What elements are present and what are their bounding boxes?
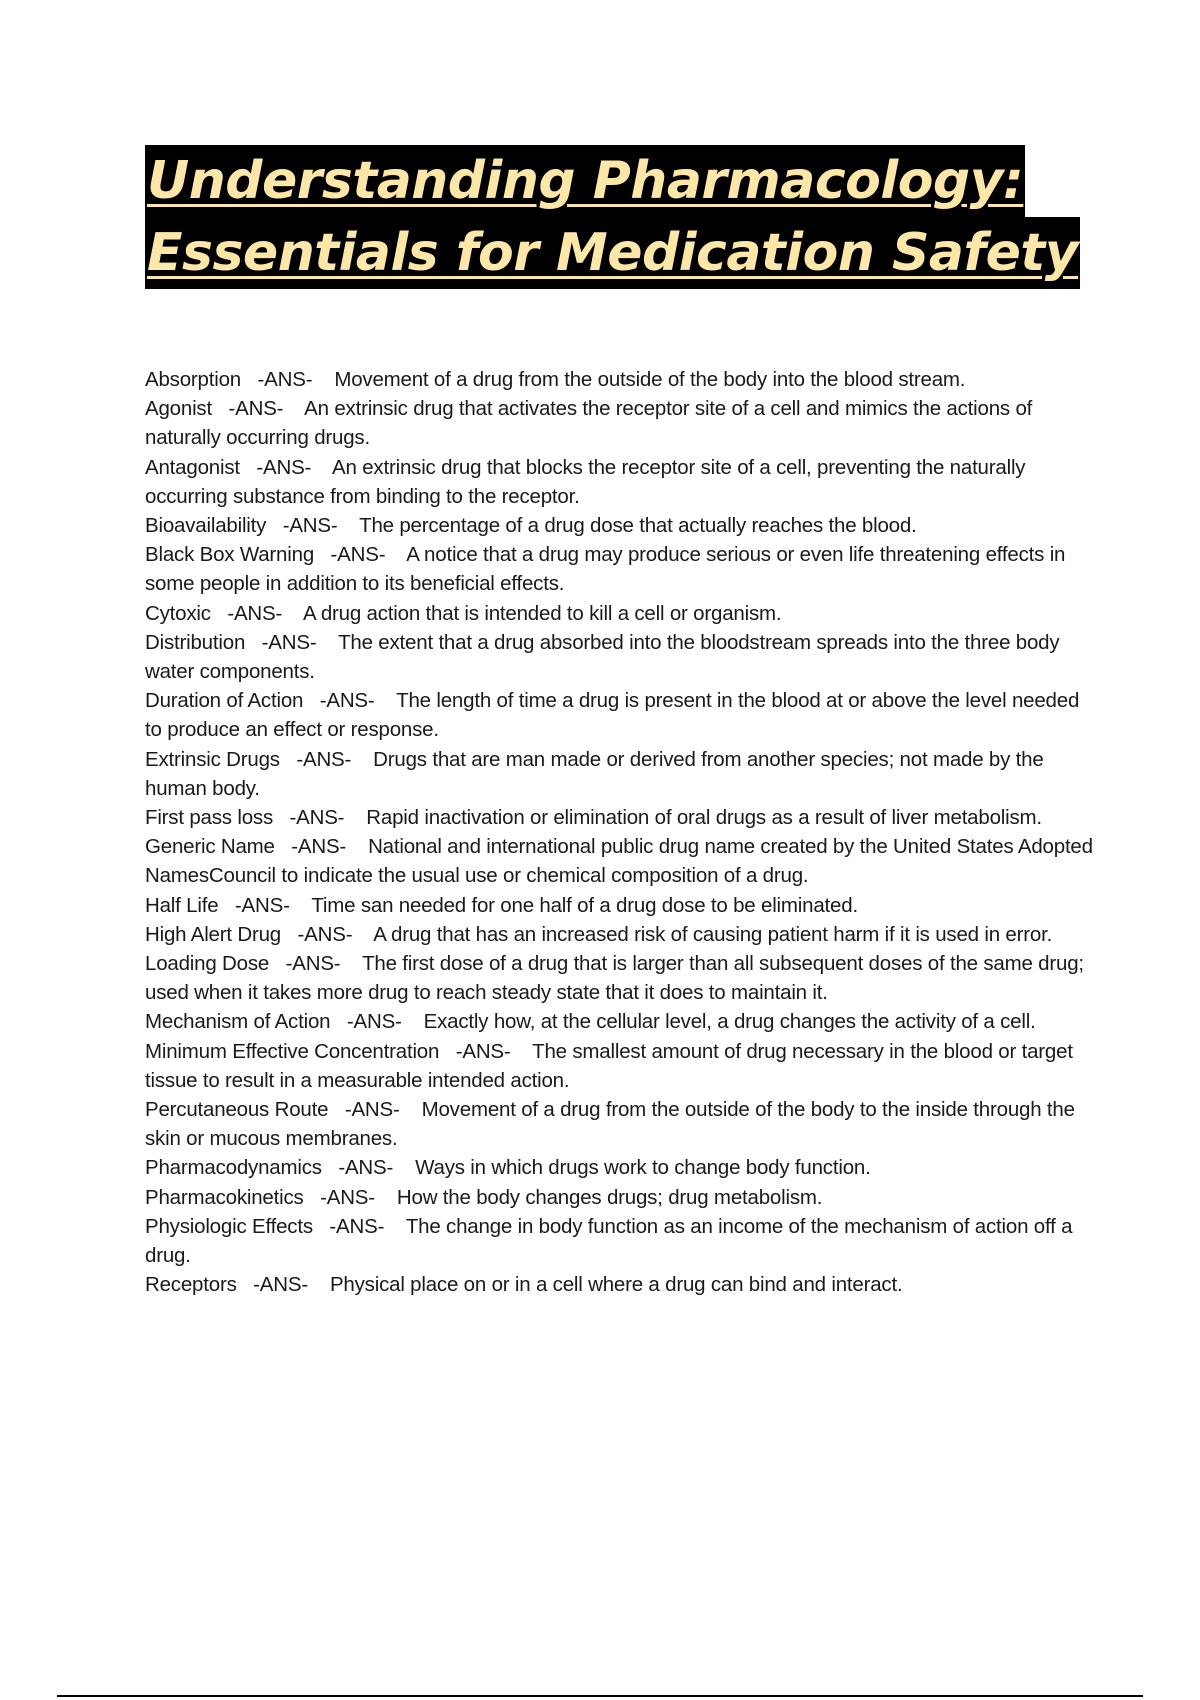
glossary-definition: The change in body function as an income of the mechanism of action off a drug.: [145, 1214, 1073, 1268]
answer-separator: -ANS-: [228, 397, 284, 421]
glossary-definition: Exactly how, at the cellular level, a drug changes the activity of a cell.: [423, 1010, 1036, 1034]
glossary-definition: How the body changes drugs; drug metabolism.: [396, 1185, 823, 1209]
glossary-term: Agonist: [145, 397, 212, 421]
glossary-term: Duration of Action: [145, 689, 304, 713]
glossary-entry: [145, 832, 1095, 890]
answer-separator: -ANS-: [289, 806, 345, 830]
glossary-term: Cytoxic: [145, 601, 211, 625]
glossary-term: Mechanism of Action: [145, 1010, 331, 1034]
title-line-2: Essentials for Medication Safety: [145, 217, 1080, 289]
document-title: [145, 145, 1080, 289]
answer-separator: -ANS-: [253, 1273, 308, 1297]
glossary-term: Distribution: [145, 630, 246, 654]
glossary-term: Generic Name: [145, 835, 275, 859]
glossary-list: [145, 365, 1095, 1300]
answer-separator: -ANS-: [338, 1156, 394, 1180]
glossary-term: Physiologic Effects: [145, 1214, 313, 1238]
glossary-term: Extrinsic Drugs: [145, 747, 280, 771]
glossary-term: Pharmacokinetics: [145, 1185, 304, 1209]
glossary-entry: [145, 1095, 1095, 1153]
glossary-definition: The smallest amount of drug necessary in the blood or target tissue to result in a measurable intended action.: [145, 1039, 1073, 1092]
glossary-definition: Time san needed for one half of a drug dose to be eliminated.: [311, 893, 858, 917]
glossary-definition: Drugs that are man made or derived from another species; not made by the human body.: [145, 747, 1044, 800]
glossary-entry: [145, 803, 1095, 832]
glossary-term: Pharmacodynamics: [145, 1156, 322, 1180]
glossary-definition: An extrinsic drug that blocks the receptor site of a cell, preventing the naturally occurring substance from binding to the receptor.: [145, 455, 1026, 508]
glossary-term: High Alert Drug: [145, 922, 282, 946]
glossary-definition: Physical place on or in a cell where a drug can bind and interact.: [329, 1273, 903, 1297]
glossary-definition: The length of time a drug is present in the blood at or above the level needed to produce an effect or response.: [145, 689, 1080, 742]
glossary-term: Antagonist: [145, 455, 240, 479]
glossary-entry: [145, 1212, 1095, 1270]
glossary-term: Bioavailability: [145, 514, 267, 538]
glossary-entry: [145, 920, 1095, 949]
answer-separator: -ANS-: [257, 368, 313, 391]
glossary-term: Half Life: [145, 893, 219, 917]
glossary-definition: The percentage of a drug dose that actually reaches the blood.: [359, 514, 917, 538]
glossary-term: Loading Dose: [145, 952, 270, 976]
glossary-term: Percutaneous Route: [145, 1098, 329, 1122]
answer-separator: -ANS-: [227, 601, 283, 625]
answer-separator: -ANS-: [285, 952, 341, 976]
answer-separator: -ANS-: [344, 1098, 400, 1122]
glossary-definition: Rapid inactivation or elimination of oral drugs as a result of liver metabolism.: [366, 806, 1042, 830]
glossary-entry: [145, 745, 1095, 803]
answer-separator: -ANS-: [319, 689, 375, 713]
answer-separator: -ANS-: [282, 514, 338, 538]
glossary-definition: The first dose of a drug that is larger than all subsequent doses of the same drug; used when it takes more drug to reach steady state that it does to maintain it.: [145, 952, 1084, 1005]
glossary-term: Receptors: [145, 1273, 237, 1297]
answer-separator: -ANS-: [296, 747, 352, 771]
glossary-definition: A drug that has an increased risk of causing patient harm if it is used in error.: [373, 922, 1053, 946]
glossary-definition: Movement of a drug from the outside of the body into the blood stream.: [334, 368, 966, 391]
glossary-definition: Movement of a drug from the outside of the body to the inside through the skin or mucous membranes.: [145, 1098, 1075, 1151]
glossary-definition: A notice that a drug may produce serious or even life threatening effects in some people in addition to its beneficial effects.: [145, 543, 1066, 596]
glossary-entry: [145, 511, 1095, 540]
glossary-entry: [145, 1270, 1095, 1299]
glossary-entry: [145, 891, 1095, 920]
answer-separator: -ANS-: [261, 630, 317, 654]
glossary-entry: [145, 1153, 1095, 1182]
answer-separator: -ANS-: [297, 922, 353, 946]
glossary-entry: [145, 686, 1095, 744]
glossary-term: Black Box Warning: [145, 543, 315, 567]
glossary-term: First pass loss: [145, 806, 273, 830]
answer-separator: -ANS-: [291, 835, 347, 859]
glossary-entry: [145, 1183, 1095, 1212]
glossary-entry: [145, 628, 1095, 686]
glossary-definition: The extent that a drug absorbed into the bloodstream spreads into the three body water components.: [145, 630, 1060, 684]
glossary-definition: An extrinsic drug that activates the receptor site of a cell and mimics the actions of naturally occurring drugs.: [145, 397, 1033, 450]
answer-separator: -ANS-: [329, 1214, 385, 1238]
glossary-entry: [145, 540, 1095, 598]
glossary-entry: [145, 599, 1095, 628]
answer-separator: -ANS-: [330, 543, 386, 567]
title-line-1: Understanding Pharmacology:: [145, 145, 1025, 217]
answer-separator: -ANS-: [455, 1039, 511, 1063]
answer-separator: -ANS-: [256, 455, 312, 479]
glossary-definition: Ways in which drugs work to change body function.: [415, 1156, 871, 1180]
glossary-entry: [145, 949, 1095, 1007]
answer-separator: -ANS-: [234, 893, 290, 917]
glossary-definition: National and international public drug name created by the United States Adopted NamesCouncil to indicate the usual use or chemical composition of a drug.: [145, 835, 1093, 888]
glossary-entry: [145, 1007, 1095, 1036]
glossary-definition: A drug action that is intended to kill a cell or organism.: [302, 601, 782, 625]
page-bottom-divider: [57, 1695, 1143, 1697]
answer-separator: -ANS-: [346, 1010, 402, 1034]
glossary-term: Absorption: [145, 368, 242, 391]
glossary-entry: [145, 1037, 1095, 1095]
glossary-term: Minimum Effective Concentration: [145, 1039, 440, 1063]
glossary-entry: [145, 394, 1095, 452]
glossary-entry: [145, 453, 1095, 511]
answer-separator: -ANS-: [320, 1185, 375, 1209]
glossary-entry: [145, 365, 1095, 394]
